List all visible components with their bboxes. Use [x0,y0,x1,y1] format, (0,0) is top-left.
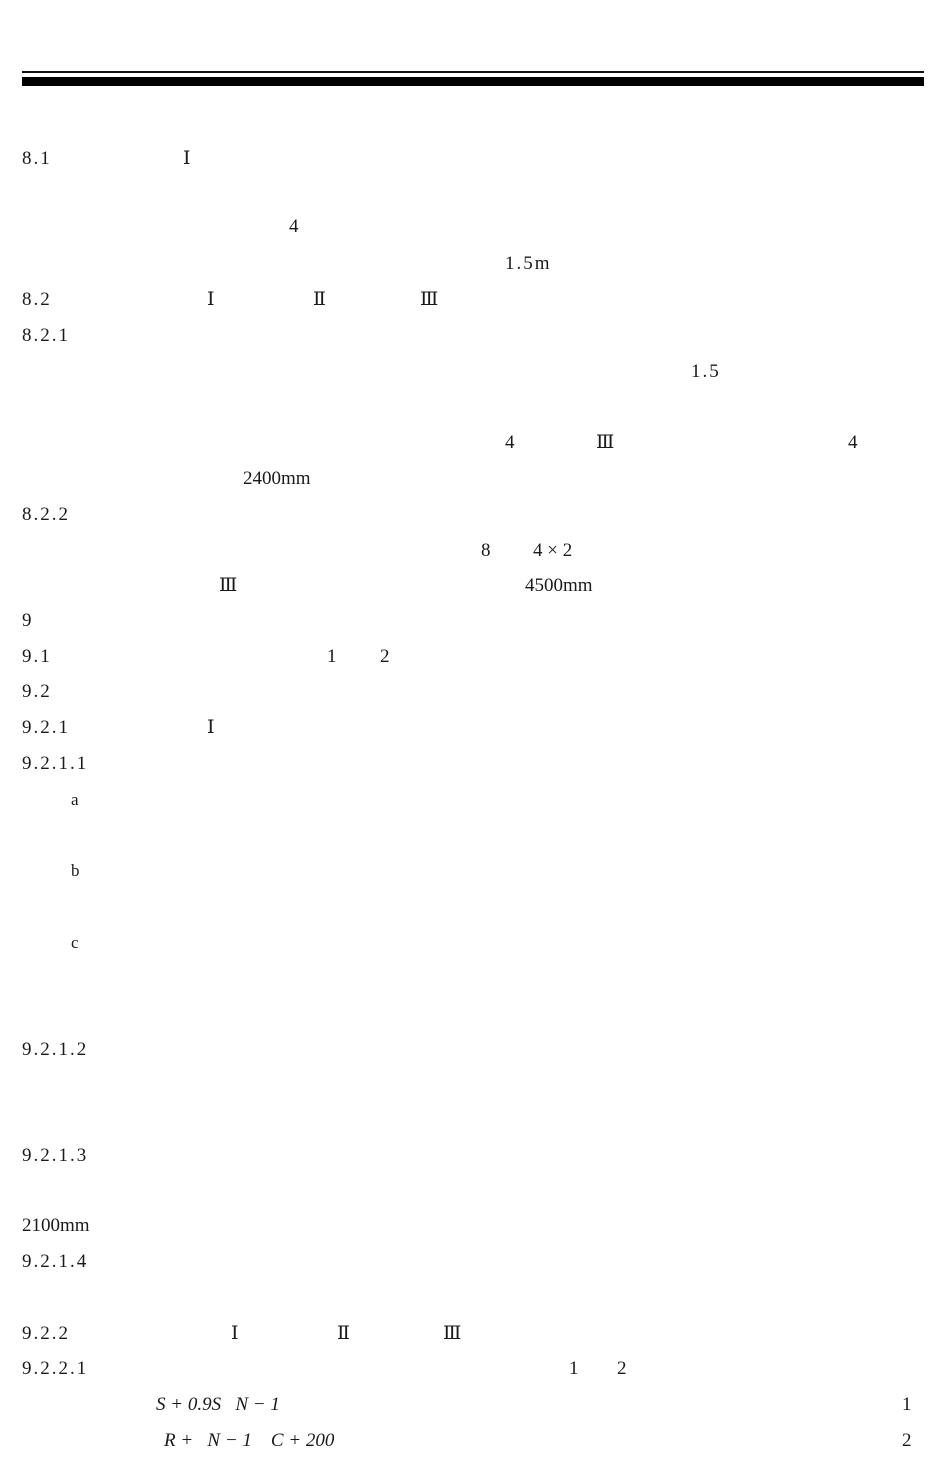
section-8-2-roman-3: Ⅲ [420,289,439,310]
list-item-b: b [71,861,80,880]
value-1-5: 1.5 [691,361,721,382]
formula-2-number: 2 [902,1430,912,1451]
section-9-2-1-3-number: 9.2.1.3 [22,1145,89,1166]
section-9-2-1-1-number: 9.2.1.1 [22,753,89,774]
section-9-1-ref-1: 1 [327,646,337,667]
value-4500mm: 4500mm [525,575,593,596]
value-4x2: 4 × 2 [533,540,573,561]
formula-1-number: 1 [902,1394,912,1415]
section-9-2-2-1-number: 9.2.2.1 [22,1358,89,1379]
roman-three-a: Ⅲ [596,432,615,453]
section-9-2-2-1-ref-2: 2 [617,1358,627,1379]
section-9-2-2-number: 9.2.2 [22,1323,70,1344]
roman-three-b: Ⅲ [219,575,238,596]
section-9-2-2-roman-2: Ⅱ [337,1323,350,1344]
section-9-2-number: 9.2 [22,681,52,702]
header-rule-thick [22,77,924,86]
section-8-1-roman: Ⅰ [183,148,191,169]
formula-1: S + 0.9S N − 1 [156,1394,280,1415]
section-8-2-2-number: 8.2.2 [22,504,70,525]
section-8-2-roman-2: Ⅱ [313,289,326,310]
header-rule-thin [22,71,924,73]
value-four: 4 [289,216,299,237]
section-9-1-ref-2: 2 [380,646,390,667]
value-1-5m: 1.5m [505,253,552,274]
list-item-c: c [71,933,79,952]
section-9-1-number: 9.1 [22,646,52,667]
chapter-9-number: 9 [22,610,34,631]
section-8-2-roman-1: Ⅰ [207,289,215,310]
section-8-1-number: 8.1 [22,148,52,169]
value-four-c: 4 [848,432,858,453]
section-9-2-1-number: 9.2.1 [22,717,70,738]
value-2400mm: 2400mm [243,468,311,489]
value-eight: 8 [481,540,491,561]
value-2100mm: 2100mm [22,1215,90,1236]
section-9-2-1-2-number: 9.2.1.2 [22,1039,89,1060]
section-9-2-2-1-ref-1: 1 [569,1358,579,1379]
section-8-2-number: 8.2 [22,289,52,310]
section-9-2-1-roman: Ⅰ [207,717,215,738]
section-8-2-1-number: 8.2.1 [22,325,70,346]
list-item-a: a [71,790,79,809]
value-four-b: 4 [505,432,515,453]
section-9-2-1-4-number: 9.2.1.4 [22,1251,89,1272]
section-9-2-2-roman-1: Ⅰ [231,1323,239,1344]
formula-2: R + N − 1 C + 200 [164,1430,335,1451]
section-9-2-2-roman-3: Ⅲ [443,1323,462,1344]
